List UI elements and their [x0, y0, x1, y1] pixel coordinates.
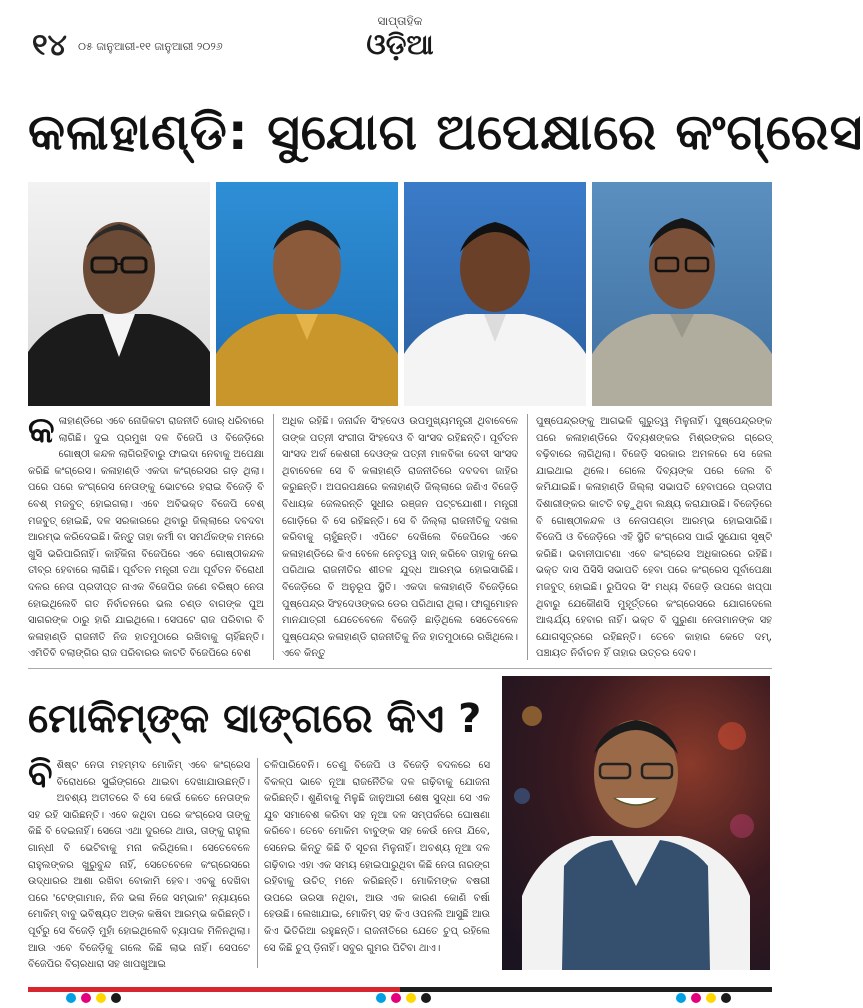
issue-date: ୦୫ ଜାନୁଆରୀ-୧୧ ଜାନୁଆରୀ ୨୦୨୬ [78, 40, 223, 53]
registration-dots-right [676, 988, 736, 1000]
portrait-photo-icon [502, 676, 770, 970]
portrait-photo-icon [404, 182, 586, 406]
registration-dot-icon [66, 993, 76, 1003]
registration-dot-icon [96, 993, 106, 1003]
registration-dot-icon [81, 993, 91, 1003]
page-number: ୧୪ [32, 28, 67, 63]
logo-top-text: ସାପ୍ତାହିକ [377, 14, 423, 28]
portrait-photo-3 [404, 182, 586, 406]
portrait-photo-4 [592, 182, 772, 406]
registration-dot-icon [406, 993, 416, 1003]
page-header [0, 0, 800, 88]
story1-dropcap: କ [28, 410, 55, 451]
story2-dropcap: ବି [28, 754, 53, 795]
column-divider [527, 414, 528, 660]
story2-col2-text: ଚଳିପାରିବେନି। ତେଣୁ ବିଜେପି ଓ ବିଜେଡ଼ି ବଦଳରେ ସେ ବିକଳ୍ପ ଭାବେ ନୂଆ ରାଜନୈତିକ ଦଳ ଗଢ଼ିବାକୁ ଯୋଜନା କରିଛନ୍ତି। ଶୁଣିବାକୁ ମିଳୁଛି ଜାନୁଆରୀ ଶେଷ ସୁଦ୍ଧା ସେ ଏକ ଯୁବ ସମାବେଶ କରିବା ସହ ନୂଆ ଦଳ ସମ୍ପର୍କରେ ଘୋଷଣା କରିବେ। ତେବେ ମୋକିମ ବାବୁଙ୍କ ସହ କେଉଁ ନେତା ଯିବେ, ସେନେଇ କିନ୍ତୁ କିଛି ବି ସୂଚନା ମିଳୁନାହିଁ। ଅବଶ୍ୟ ନୂଆ ଦଳ ଗଢ଼ିବାର ଏହା ଏକ ସମୟ ହୋଇପାରୁଥିବା କିଛି ନେତା ନାରଙ୍ଗ ରହିବାକୁ ଉଚିତ୍ ମନେ କରିଛନ୍ତି। ମୋକିମଙ୍କ ବଷରୀ ଉପରେ ଉରସା ନଥିବା, ଆଉ ଏକ କାରଣ କୋଣି ବର୍ଷା ହେଉଛି। ଲେଖାଯାଇ, ମୋକିମ୍ ସହ କିଏ ଓପନଲି ଆସୁଛି ଆଉ କିଏ ଭିତିରିଆ ରହୁଛନ୍ତି। ରାଜନୀତିରେ ଯେତେ ଚୁପ୍ ରହିଲେ ସେ କିଛି ଚୁପ୍ ଡ଼ିନାହିଁ। ସବୁର ଗୁମର ପିଟିବା ଥାଏ। [264, 760, 490, 954]
story2-columns [0, 754, 500, 971]
portrait-photo-2 [216, 182, 398, 406]
logo-main-text: ଓଡ଼ିଆ [366, 28, 434, 61]
story2-headline: ମୋକିମ୍‌ଙ୍କ ସାଙ୍ଗରେ କିଏ ? [28, 696, 482, 742]
footer-bar [28, 977, 772, 982]
story2-col1-text: ଶିଷ୍ଟ ନେତା ମହମ୍ମଦ ମୋକିମ୍ ଏବେ କଂଗ୍ରେସ ବିରୋଧରେ ସୁଇଁଙ୍ଗରେ ଥାଇବା ଦେଖାଯାଉଛନ୍ତି। ଅବଶ୍ୟ ଅତୀତରେ ବି ସେ କେଉଁ କେତେ ନେତାଙ୍କ ସହ ରହି ସାରିଛନ୍ତି। ଏବେ କଥିବା ପରେ କଂଗ୍ରେସ ତାଙ୍କୁ କିଛି ବି ଦେଇନାହିଁ। ସେତୋ ଏଥା ଦୁରରେ ଥାଉ, ତାଙ୍କୁ ରାହୁଲ ଗାନ୍ଧୀ ବି ଭେଟିବାକୁ ମନା କରିଥିଲେ। ସେତେବେଳେ ରାହୁଲଙ୍କର ଖୁରୁବୁନ୍ଦ ନାହିଁ, ସେତେବେଳେ କଂଗ୍ରେସରେ ଉଦ୍ଧାରର ଆଶା ରଖିବା ବୋକାମି ହେବ। ଏବକୁ ଦେଖିବା ପରେ 'ଟେଙ୍ଗାମାନ, ନିଜ ଭଳା ନିଜେ ସମ୍ଭାଳ' ନ୍ୟାୟରେ ମୋକିମ୍ ବାବୁ ଭବିଷ୍ୟତ ଅଙ୍କ କଷିବା ଆରମ୍ଭ କରିଛନ୍ତି। ପୂର୍ବରୁ ସେ ବିଜେଡ଼ି ମୁହାଁ ହୋଇଥିଲେବି ବ୍ୟାପକ ମିଳିନଥିଲା। ଆଉ ଏବେ ବିଜେଡ଼ିକୁ ଗଲେ କିଛି ଲାଭ ନାହିଁ। ସେପଟେ ବିଜେପିର ବିଚାରଧାରା ସହ ଖାପଖୁଆଇ [28, 760, 250, 971]
story1-col2-text: ଅଧିକ ରହିଛି। ଜନାର୍ଦ୍ଦନ ସିଂହଦେଓ ଉପମୁଖ୍ୟମନ୍ତ୍ରୀ ଥିବାବେଳେ ତାଙ୍କ ପତ୍ନୀ ସଂଗୀତା ସିଂହଦେଓ ବି ସାଂସଦ ରହିଛନ୍ତି। ପୂର୍ବତନ ସାଂସଦ ଅର୍କ କେଶରୀ ଦେଓଙ୍କ ପତ୍ନୀ ମାଳବିକା ଦେବୀ ସାଂସଦ ଥିବାବେଳେ ସେ ବି କଳାହାଣ୍ଡି ରାଜନୀତିରେ ଦବଦବା ଜାହିର କରୁଛନ୍ତି। ଅପରପକ୍ଷରେ କଳାହାଣ୍ଡି ଜିଲ୍ଲାରେ ଜଣିଏ ବିଜେଡ଼ି ବିଧାୟକ ଜେଲରନ୍ତି ସୁଧୀର ରଞ୍ଜନ ପଟ୍ଟଯୋଶୀ। ମନ୍ତ୍ରୀ ଗୋଡ଼ିରେ ବି ସେ ରହିଛନ୍ତି। ସେ ବି ଜିଲ୍ଲା ରାଜନୀତିକୁ ଦଖଲ କରିବାକୁ ଚାହୁଁଛନ୍ତି। ଏପିଟେ ଦେଖିଲେ ବିଜେପିରେ ଏବେ କଳାହାଣ୍ଡିରେ କିଏ ବେଳେ ନେତୃତ୍ୱ ଦାନ୍ କରିବେ ତାହାକୁ ନେଇ ପରିଥାଇ ରାଜନୀତିର ଶୀତଳ ଯୁଦ୍ଧ ଆରମ୍ଭ ହୋଇସାରିଛି। ବିଜେଡ଼ିରେ ବି ଅନୁରୂପ ସ୍ଥିତି। ଏକଦା କଳାହାଣ୍ଡି ବିଜେଡ଼ିରେ ପୁଷ୍ପେନ୍ଦ୍ର ସିଂହଦେଓଙ୍କର ଡେର ପରିଥାରା ଥିଲା। ଫାଗୁମୋହନ ମାନଯାତ୍ରୀ ଯେତେବେଳେ ବିଜେଡ଼ି ଛାଡ଼ିଥିଲେ ସେତେବେଳେ ପୁଷ୍ପେନ୍ଦ୍ର କଳାହାଣ୍ଡି ରାଜନୀତିକୁ ନିଜ ହାତମୁଠାରେ ରଖିଥିଲେ। ଏବେ କିନ୍ତୁ [282, 416, 518, 660]
registration-dot-icon [706, 993, 716, 1003]
story1-columns [0, 410, 800, 660]
column-divider [273, 414, 274, 660]
portrait-photo-icon [216, 182, 398, 406]
story1-headline: କଳାହାଣ୍ଡି: ସୁଯୋଗ ଅପେକ୍ଷାରେ କଂଗ୍ରେସ [28, 103, 863, 161]
portrait-photo-icon [28, 182, 210, 406]
registration-dot-icon [421, 993, 431, 1003]
registration-dot-icon [391, 993, 401, 1003]
portrait-photo-1 [28, 182, 210, 406]
story2-column-2 [264, 758, 490, 968]
story1-col1-text: ଳାହାଣ୍ଡିରେ ଏବେ ନୋଜିକଟା ରାଜନୀତି ଜୋର୍ ଧରିବାରେ ଲାଗିଛି। ଦୁଇ ପ୍ରମୁଖ ଦଳ ବିଜେପି ଓ ବିଜେଡ଼ିରେ ଗୋଷ୍ଠୀ କନ୍ଦଳ ଲାଗିରହିବାରୁ ଫାଇଦା ନେବାକୁ ଅପେକ୍ଷା କରିଛି କଂଗ୍ରେସ। କଳାହାଣ୍ଡି ଏକଦା କଂଗ୍ରେସର ଗଡ଼ ଥିଲା। ପରେ ପରେ କଂଗ୍ରେସ ନେତାଙ୍କୁ ଭୋଟରେ ହରାଇ ବିଜେଡ଼ି ବି ବେଶ୍ ମଜବୁତ୍ ହୋଇଗଲା। ଏବେ ଅବିଭକ୍ତ ବିଜେପି ବେଶ୍ ମଜବୁତ୍ ହୋଇଛି, ଦଳ ସରକାରରେ ଥିବାରୁ ଜିଲ୍ଲାରେ ଦବଦବା ଆରମ୍ଭ କରିଦେଇଛି। କିନ୍ତୁ ତାହା କର୍ମୀ ବା ସମର୍ଥକଙ୍କ ମନରେ ଖୁସି ଭରିପାରିନାହିଁ। କାହିଁକିନା ବିଜେପିରେ ଏବେ ଗୋଷ୍ଠୀକନ୍ଦଳ ତୀବ୍ର ହେବାରେ ଲାଗିଛି। ପୂର୍ବତନ ମନ୍ତ୍ରୀ ତଥା ପୂର୍ବତନ ବିରୋଧୀ ଦଳର ନେତା ପ୍ରଦୀପ୍ତ ନାଏକ ବିଜେପିର ଜଣେ ବରିଷ୍ଠ ନେତା ହୋଇଥିଲେବି ଗତ ନିର୍ବାଚନରେ ଭଲ ଚଣ୍ଡ ବାଗଙ୍କ ପୁଅ ସାଗରଙ୍କ ଠାରୁ ହାରି ଯାଇଥିଲେ। ସେପଟେ ରାଜ ପରିବାର ବି କଳାହାଣ୍ଡି ରାଜନୀତି ନିଜ ହାତମୁଠାରେ ରଖିବାକୁ ଚାହିଁଛନ୍ତି। ଏମିତିବି ବଲାଙ୍ଗିର ରାଜ ପରିବାରର କାଟତି ବିଜେପିରେ ବେଶ [28, 416, 265, 660]
registration-dot-icon [691, 993, 701, 1003]
story1-column-1 [28, 410, 265, 660]
registration-dot-icon [376, 993, 386, 1003]
column-divider [257, 758, 258, 968]
story1-col3-text: ପୁଷ୍ପେନ୍ଦ୍ରଙ୍କୁ ଆଗଭଳି ଗୁରୁତ୍ୱ ମିଳୁନାହିଁ। ପୁଷ୍ପେନ୍ଦ୍ରଙ୍କ ପରେ କଳାହାଣ୍ଡିରେ ଦିବ୍ୟଶଙ୍କର ମିଶ୍ରଙ୍କର ଗ୍ରେଡ୍ ବଢ଼ିବାରେ ଲାଗିଥିଲା। ବିଜେଡ଼ି ସରକାର ଅମଳରେ ସେ ଜେଲ ଯାଇଥାଇ ଥିଲେ। ଗେଲେ ଦିବ୍ୟଙ୍କ ପରେ ଜେଲ ବି କମିଯାଇଛି। କଳାହାଣ୍ଡି ଜିଲ୍ଲା ସଭାପତି ହେବାପରେ ପ୍ରଦୀପ ଦିଶାରୀଙ୍କର କାଟତି ବଢ଼ୁଥିବା ଲକ୍ଷ୍ୟ କରାଯାଉଛି। ବିଜେଡ଼ିରେ ବି ଗୋଷ୍ଠୀକନ୍ଦଳ ଓ ନେତାପଣ୍ଡା ଆରମ୍ଭ ହୋଇସାରିଛି। ବିଜେପି ଓ ବିଜେଡ଼ିରେ ଏହି ସ୍ଥିତି କଂଗ୍ରେସ ପାଇଁ ସୁଯୋଗ ସୃଷ୍ଟି କରିଛି। ଭବାନୀପାଟଣା ଏବେ କଂଗ୍ରେସ ଅଧିକାରରେ ରହିଛି। ଭକ୍ତ ଦାସ ପିସିସି ସଭାପତି ହେବା ପରେ କଂଗ୍ରେସ ପୂର୍ବାପେକ୍ଷା ମଜବୁତ୍ ହୋଇଛି। ରୁପିଦର ସିଂ ମଧ୍ୟ ବିଜେଡ଼ି ଉପରେ ଖପ୍ପା ଥିବାରୁ ଯେକୌଣସି ମୁହୂର୍ତ୍ତରେ କଂଗ୍ରେସରେ ଯୋଗଦେଲେ ଆଶ୍ଚର୍ଯ୍ୟ ହେବାର ନାହିଁ। ଭକ୍ତ ବି ପୁରୁଣା ନେତାମାନଙ୍କ ସହ ଯୋଗସୂତ୍ରରେ ରହିଛନ୍ତି। ତେବେ କାହାର କେତେ ଦମ୍, ପଞ୍ଚାୟତ ନିର୍ବାଚନ ହିଁ ତାହାର ଉତ୍ତର ଦେବ। [536, 416, 772, 660]
registration-dot-icon [111, 993, 121, 1003]
story1-column-3 [536, 414, 772, 660]
story-separator [28, 668, 772, 669]
story2-photo [502, 676, 770, 970]
registration-dot-icon [676, 993, 686, 1003]
masthead-logo [330, 14, 470, 76]
registration-dot-icon [721, 993, 731, 1003]
portrait-photo-icon [592, 182, 772, 406]
registration-dots-left [66, 988, 126, 1000]
story2-column-1 [28, 754, 250, 971]
story1-column-2 [282, 414, 518, 660]
registration-dots-center [376, 988, 436, 1000]
